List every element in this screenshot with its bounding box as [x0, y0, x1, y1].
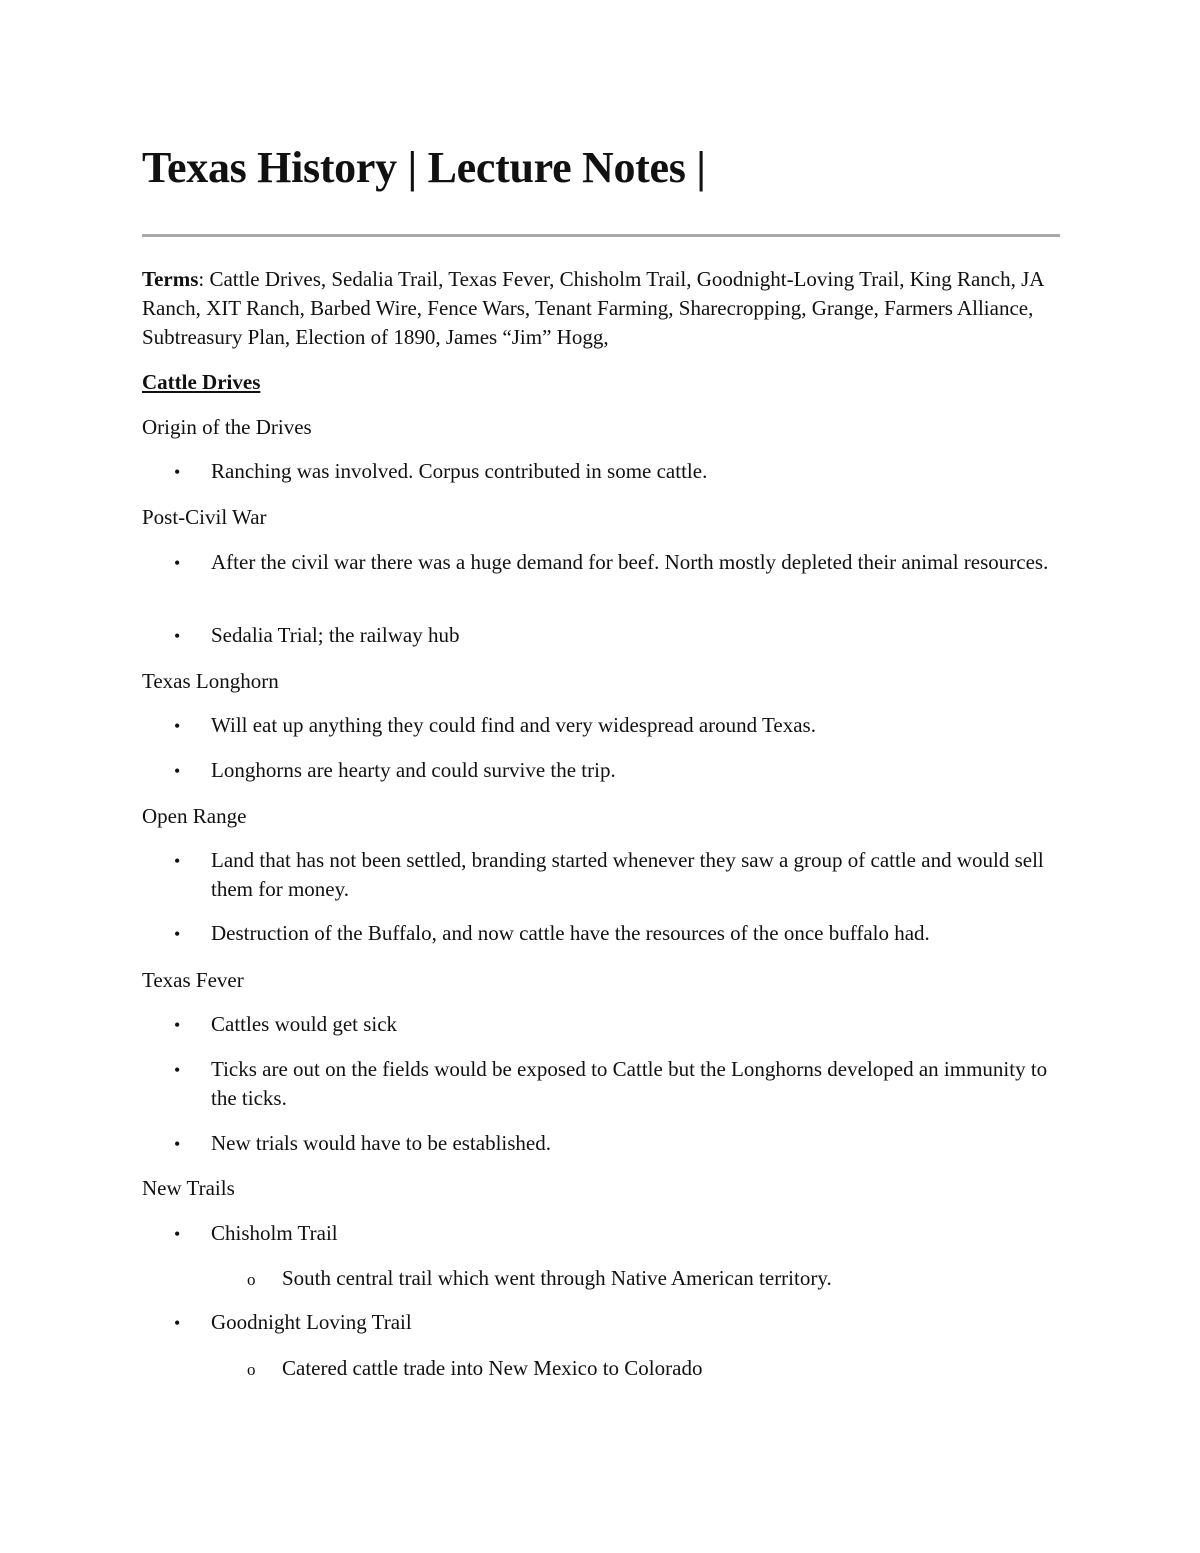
section-heading: Cattle Drives [142, 370, 261, 394]
list-item: Will eat up anything they could find and very widespread around Texas. [211, 713, 816, 737]
list-item: Ranching was involved. Corpus contributed in some cattle. [211, 459, 708, 483]
horizontal-rule [142, 234, 1060, 237]
bullet-icon: • [174, 1313, 181, 1333]
bullet-icon: • [174, 1134, 181, 1154]
terms-text: : Cattle Drives, Sedalia Trail, Texas Fever, Chisholm Trail, Goodnight-Loving Trail, King Ranch, JA Ranch, XIT Ranch, Barbed Wire, Fence Wars, Tenant Farming, Sharecropping, Grange, Farmers Alliance, Subtreasury Plan, Election of 1890, James “Jim” Hogg, [142, 267, 1044, 349]
bullet-icon: • [174, 924, 181, 944]
sub-bullet-icon: o [247, 1270, 256, 1289]
list-item: Cattles would get sick [211, 1012, 398, 1036]
bullet-icon: • [174, 1015, 181, 1035]
terms-label: Terms [142, 267, 199, 291]
page-title: Texas History | Lecture Notes | [142, 143, 706, 192]
subsection-heading: Origin of the Drives [142, 415, 312, 439]
list-item: Chisholm Trail [211, 1221, 338, 1245]
list-item: Ticks are out on the fields would be exposed to Cattle but the Longhorns developed an immunity to the ticks. [211, 1057, 1048, 1110]
sub-list-item: South central trail which went through Native American territory. [282, 1266, 832, 1290]
list-item: Land that has not been settled, branding started whenever they saw a group of cattle and would sell them for money. [211, 848, 1044, 901]
bullet-icon: • [174, 1060, 181, 1080]
subsection-heading: Open Range [142, 804, 247, 828]
bullet-icon: • [174, 553, 181, 573]
list-item: Longhorns are hearty and could survive the trip. [211, 758, 616, 782]
subsection-heading: Post-Civil War [142, 505, 267, 529]
list-item: After the civil war there was a huge demand for beef. North mostly depleted their animal resources. [211, 550, 1049, 574]
list-item: Sedalia Trial; the railway hub [211, 623, 460, 647]
bullet-icon: • [174, 716, 181, 736]
sub-bullet-icon: o [247, 1360, 256, 1379]
terms-paragraph [142, 265, 1060, 352]
bullet-icon: • [174, 1224, 181, 1244]
bullet-icon: • [174, 626, 181, 646]
bullet-icon: • [174, 462, 181, 482]
bullet-icon: • [174, 851, 181, 871]
subsection-heading: New Trails [142, 1176, 235, 1200]
list-item: New trials would have to be established. [211, 1131, 551, 1155]
list-item: Destruction of the Buffalo, and now cattle have the resources of the once buffalo had. [211, 921, 930, 945]
sub-list-item: Catered cattle trade into New Mexico to Colorado [282, 1356, 703, 1380]
subsection-heading: Texas Longhorn [142, 669, 279, 693]
list-item: Goodnight Loving Trail [211, 1310, 412, 1334]
bullet-icon: • [174, 761, 181, 781]
subsection-heading: Texas Fever [142, 968, 244, 992]
